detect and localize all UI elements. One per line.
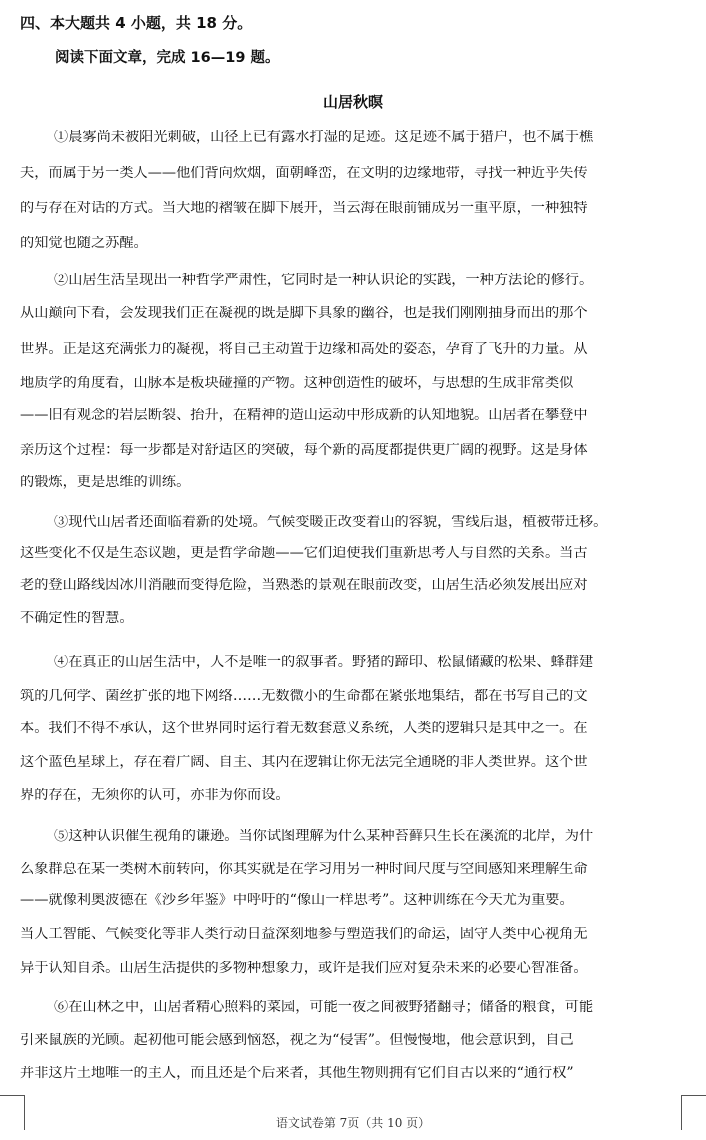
- text-line: [20, 236, 670, 250]
- text-line: 么象群总在某一类树木前转向，你其实就是在学习用另一种时间尺度与空间感知来理解生命: [20, 862, 588, 877]
- section-heading: 四、本大题共 4 小题，共 18 分。: [20, 14, 253, 32]
- text-line: 这些变化不仅是生态议题，更是哲学命题——它们迫使我们重新思考人与自然的关系。当古: [20, 546, 588, 561]
- text-line: ⑤这种认识催生视角的谦逊。当你试图理解为什么某种苔藓只生长在溪流的北岸，为什: [54, 829, 594, 844]
- text-segment: 的与存在对话的方式。当大地的褶皱在脚下展开，当云海在眼前铺成另一重平原，: [20, 201, 531, 216]
- text-line: ①晨雾尚未被阳光刺破，山径上已有露水打湿的足迹。这足迹不属于猎户，也不属于樵: [54, 130, 594, 145]
- text-line: ②山居生活呈现出一种哲学严肃性，它同时是一种认识论的实践，一种方法论的修行。: [54, 273, 594, 288]
- underlined-phrase: 一种独特: [530, 201, 588, 216]
- article-title: 山居秋暝: [322, 93, 383, 111]
- page-footer: 语文试卷第 7页（共 10 页）: [275, 1116, 431, 1130]
- text-line: 的锻炼，更是思维的训练。: [20, 475, 191, 490]
- text-line: ③现代山居者还面临着新的处境。气候变暖正改变着山的容貌，雪线后退，植被带迁移。: [54, 515, 608, 530]
- crop-mark: [0, 1095, 24, 1096]
- text-line: 本。我们不得不承认，这个世界同时运行着无数套意义系统，人类的逻辑只是其中之一。在: [20, 721, 588, 736]
- text-segment: 也随之苏醒。: [62, 236, 148, 251]
- text-line: 地质学的角度看，山脉本是板块碰撞的产物。这种创造性的破坏，与思想的生成非常类似: [20, 376, 574, 391]
- text-line: 当人工智能、气候变化等非人类行动日益深刻地参与塑造我们的命运，固守人类中心视角无: [20, 927, 588, 942]
- text-line: 引来鼠族的光顾。起初他可能会感到恼怒，视之为“侵害”。但慢慢地，他会意识到，自己: [20, 1033, 574, 1048]
- underlined-phrase: 的知觉: [20, 236, 63, 251]
- reading-instruction: 阅读下面文章，完成 16—19 题。: [55, 50, 280, 66]
- text-line: 不确定性的智慧。: [20, 611, 134, 626]
- text-line: 异于认知自杀。山居生活提供的多物种想象力，或许是我们应对复杂未来的必要心智准备。: [20, 961, 588, 976]
- text-line: 老的登山路线因冰川消融而变得危险，当熟悉的景观在眼前改变，山居生活必须发展出应对: [20, 578, 588, 593]
- text-line: 这个蓝色星球上，存在着广阔、自主、其内在逻辑让你无法完全通晓的非人类世界。这个世: [20, 755, 588, 770]
- text-line: [20, 201, 670, 215]
- text-line: ⑥在山林之中，山居者精心照料的菜园，可能一夜之间被野猪翻寻；储备的粮食，可能: [54, 1000, 594, 1015]
- text-line: ④在真正的山居生活中，人不是唯一的叙事者。野猪的蹄印、松鼠储藏的松果、蜂群建: [54, 655, 594, 670]
- text-line: 世界。正是这充满张力的凝视，将自己主动置于边缘和高处的姿态，孕育了飞升的力量。从: [20, 342, 588, 357]
- text-line: 亲历这个过程：每一步都是对舒适区的突破，每个新的高度都提供更广阔的视野。这是身体: [20, 443, 588, 458]
- text-line: 夫，而属于另一类人——他们背向炊烟，面朝峰峦，在文明的边缘地带，寻找一种近乎失传: [20, 166, 588, 181]
- text-line: 界的存在，无须你的认可，亦非为你而设。: [20, 788, 290, 803]
- text-line: 从山巅向下看，会发现我们正在凝视的既是脚下具象的幽谷，也是我们刚刚抽身而出的那个: [20, 306, 588, 321]
- text-line: 并非这片土地唯一的主人，而且还是个后来者，其他生物则拥有它们自古以来的“通行权”: [20, 1066, 574, 1081]
- text-line: ——旧有观念的岩层断裂、抬升，在精神的造山运动中形成新的认知地貌。山居者在攀登中: [20, 408, 588, 423]
- text-line: 筑的几何学、菌丝扩张的地下网络……无数微小的生命都在紧张地集结，都在书写自己的文: [20, 689, 588, 704]
- crop-mark: [682, 1095, 706, 1096]
- text-line: ——就像利奥波德在《沙乡年鉴》中呼吁的“像山一样思考”。这种训练在今天尤为重要。: [20, 893, 574, 908]
